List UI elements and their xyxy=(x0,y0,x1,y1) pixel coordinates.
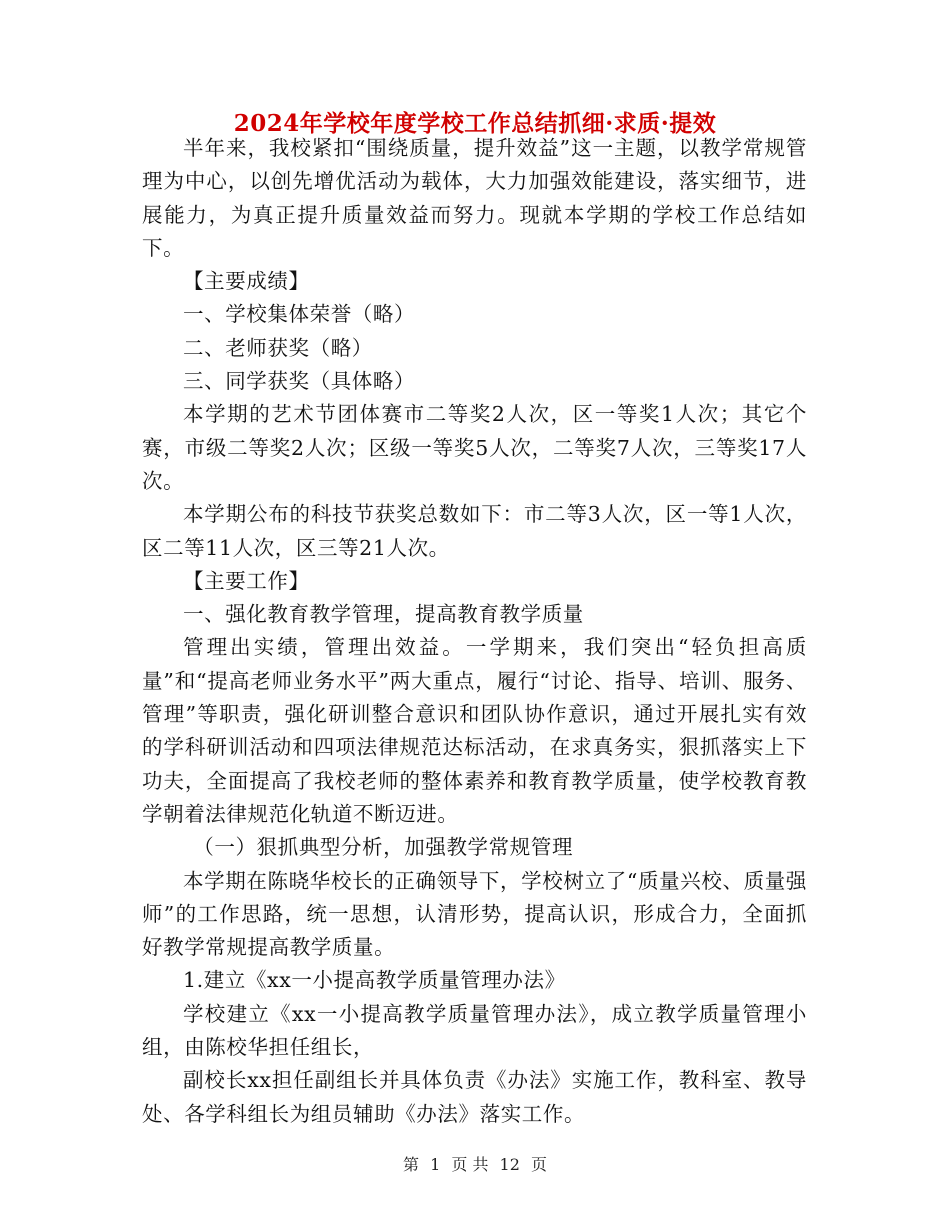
footer-total-pages: 12 xyxy=(499,1155,520,1174)
paragraph-quality-group: 学校建立《xx一小提高教学质量管理办法》，成立教学质量管理小组，由陈校华担任组长， xyxy=(142,1001,807,1060)
subsection-heading-routine: （一）狠抓典型分析，加强教学常规管理 xyxy=(193,835,574,860)
page-footer xyxy=(0,1154,950,1176)
paragraph-management: 管理出实绩，管理出效益。一学期来，我们突出“轻负担高质量”和“提高老师业务水平”两大重点，履行“讨论、指导、培训、服务、管理”等职责，强化研训整合意识和团队协作意识，通过开展扎实有效的学科研训活动和四项法律规范达标活动，在求真务实，狠抓落实上下功夫，全面提高了我校老师的整体素养和教育教学质量，使学校教育教学朝着法律规范化轨道不断迈进。 xyxy=(142,635,807,826)
footer-page-number: 1 xyxy=(430,1155,441,1174)
list-item-teacher-awards: 二、老师获奖（略） xyxy=(183,335,373,360)
paragraph-vice-principal: 副校长xx担任副组长并具体负责《办法》实施工作，教科室、教导处、各学科组长为组员辅助《办法》落实工作。 xyxy=(142,1068,807,1126)
document-body xyxy=(142,132,807,1131)
paragraph-intro: 半年来，我校紧扣“围绕质量，提升效益”这一主题，以教学常规管理为中心，以创先增优活动为载体，大力加强效能建设，落实细节，进展能力，为真正提升质量效益而努力。现就本学期的学校工作总结如下。 xyxy=(142,136,807,260)
paragraph-leadership: 本学期在陈晓华校长的正确领导下，学校树立了“质量兴校、质量强师”的工作思路，统一思想，认清形势，提高认识，形成合力，全面抓好教学常规提高教学质量。 xyxy=(142,868,807,960)
heading-main-work: 【主要工作】 xyxy=(183,568,310,593)
footer-mid: 页 共 xyxy=(451,1155,489,1174)
document-title: 2024年学校年度学校工作总结抓细·求质·提效 xyxy=(233,110,717,137)
item-heading-quality-method: 1.建立《xx一小提高教学质量管理办法》 xyxy=(183,968,566,993)
paragraph-science-festival: 本学期公布的科技节获奖总数如下：市二等3人次，区一等1人次，区二等11人次，区三等21人次。 xyxy=(142,502,807,560)
footer-suffix: 页 xyxy=(531,1155,548,1174)
list-item-student-awards: 三、同学获奖（具体略） xyxy=(183,369,416,394)
list-item-school-honors: 一、学校集体荣誉（略） xyxy=(183,302,416,327)
heading-main-achievements: 【主要成绩】 xyxy=(183,269,310,294)
section-heading-teaching-management: 一、强化教育教学管理，提高教育教学质量 xyxy=(183,602,584,627)
paragraph-art-festival: 本学期的艺术节团体赛市二等奖2人次，区一等奖1人次；其它个赛，市级二等奖2人次；区级一等奖5人次，二等奖7人次，三等奖17人次。 xyxy=(142,402,807,493)
footer-prefix: 第 xyxy=(402,1155,419,1174)
